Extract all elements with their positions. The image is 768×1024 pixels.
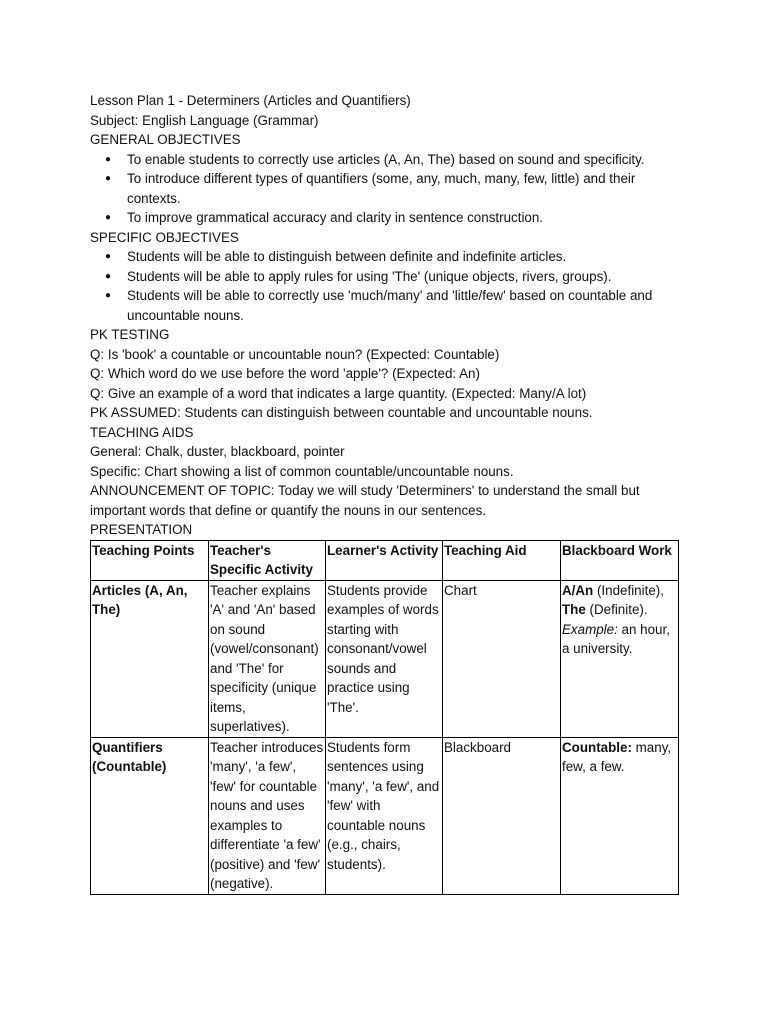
general-objectives-list (90, 150, 690, 228)
bb-label: Countable: (562, 739, 632, 755)
teaching-point-cell: Articles (A, An, The) (91, 580, 209, 737)
presentation-heading: PRESENTATION (90, 522, 193, 537)
presentation-table (90, 540, 679, 895)
document-page (90, 91, 690, 895)
list-item: ● To introduce different types of quantifiers (some, any, much, many, few, little) and their contexts. (90, 169, 690, 208)
list-item: ● To improve grammatical accuracy and clarity in sentence construction. (90, 208, 690, 228)
bb-text: (Indefinite), (593, 582, 664, 598)
teaching-aid-cell: Blackboard (443, 737, 561, 894)
lesson-title: Lesson Plan 1 - Determiners (Articles and Quantifiers) (90, 93, 411, 108)
learner-activity-cell: Students provide examples of words starting with consonant/vowel sounds and practice using 'The'. (326, 580, 443, 737)
column-header: Learner's Activity (326, 540, 443, 580)
column-header: Blackboard Work (561, 540, 679, 580)
bb-text: (Definite). (585, 602, 648, 617)
specific-objectives-heading: SPECIFIC OBJECTIVES (90, 229, 239, 245)
bb-text: an hour, a university. (562, 621, 670, 656)
list-item: ● Students will be able to correctly use 'much/many' and 'little/few' based on countable and uncountable nouns. (90, 286, 690, 325)
subject-line: Subject: English Language (Grammar) (90, 112, 319, 128)
list-item: ● To enable students to correctly use articles (A, An, The) based on sound and specificity. (90, 150, 690, 170)
teaching-aids-heading: TEACHING AIDS (90, 424, 194, 440)
announcement-of-topic: ANNOUNCEMENT OF TOPIC: Today we will study 'Determiners' to understand the small but important words that define or quantify the nouns in our sentences. (90, 483, 640, 518)
bb-label: The (562, 602, 586, 617)
column-header: Teaching Points (91, 540, 209, 580)
blackboard-work-cell (561, 737, 679, 894)
teaching-aids-specific: Specific: Chart showing a list of common countable/uncountable nouns. (90, 463, 514, 479)
general-objectives-heading: GENERAL OBJECTIVES (90, 132, 241, 147)
pk-testing-heading: PK TESTING (90, 327, 170, 342)
table-row (91, 737, 679, 894)
teaching-aids-general: General: Chalk, duster, blackboard, pointer (90, 444, 345, 459)
learner-activity-cell: Students form sentences using 'many', 'a few', and 'few' with countable nouns (e.g., chairs, students). (326, 737, 443, 894)
column-header: Teacher's Specific Activity (209, 540, 326, 580)
bb-example-label: Example: (562, 621, 618, 637)
pk-question: Q: Is 'book' a countable or uncountable noun? (Expected: Countable) (90, 346, 500, 362)
list-item: ● Students will be able to apply rules for using 'The' (unique objects, rivers, groups). (90, 267, 690, 287)
teacher-activity-cell: Teacher introduces 'many', 'a few', 'few' for countable nouns and uses examples to differentiate 'a few' (positive) and 'few' (negative). (209, 737, 326, 894)
blackboard-work-cell (561, 580, 679, 737)
pk-question: Q: Give an example of a word that indicates a large quantity. (Expected: Many/A lot) (90, 385, 587, 401)
teacher-activity-cell: Teacher explains 'A' and 'An' based on sound (vowel/consonant) and 'The' for specificity (unique items, superlatives). (209, 580, 326, 737)
bb-text: many, few, a few. (562, 739, 672, 774)
pk-assumed: PK ASSUMED: Students can distinguish between countable and uncountable nouns. (90, 405, 593, 420)
table-header-row (91, 540, 679, 580)
table-row (91, 580, 679, 737)
teaching-aid-cell: Chart (443, 580, 561, 737)
bb-label: A/An (562, 582, 594, 598)
pk-question: Q: Which word do we use before the word 'apple'? (Expected: An) (90, 366, 480, 381)
specific-objectives-list (90, 247, 690, 325)
teaching-point-cell: Quantifiers (Countable) (91, 737, 209, 894)
list-item: ● Students will be able to distinguish between definite and indefinite articles. (90, 247, 690, 267)
column-header: Teaching Aid (443, 540, 561, 580)
